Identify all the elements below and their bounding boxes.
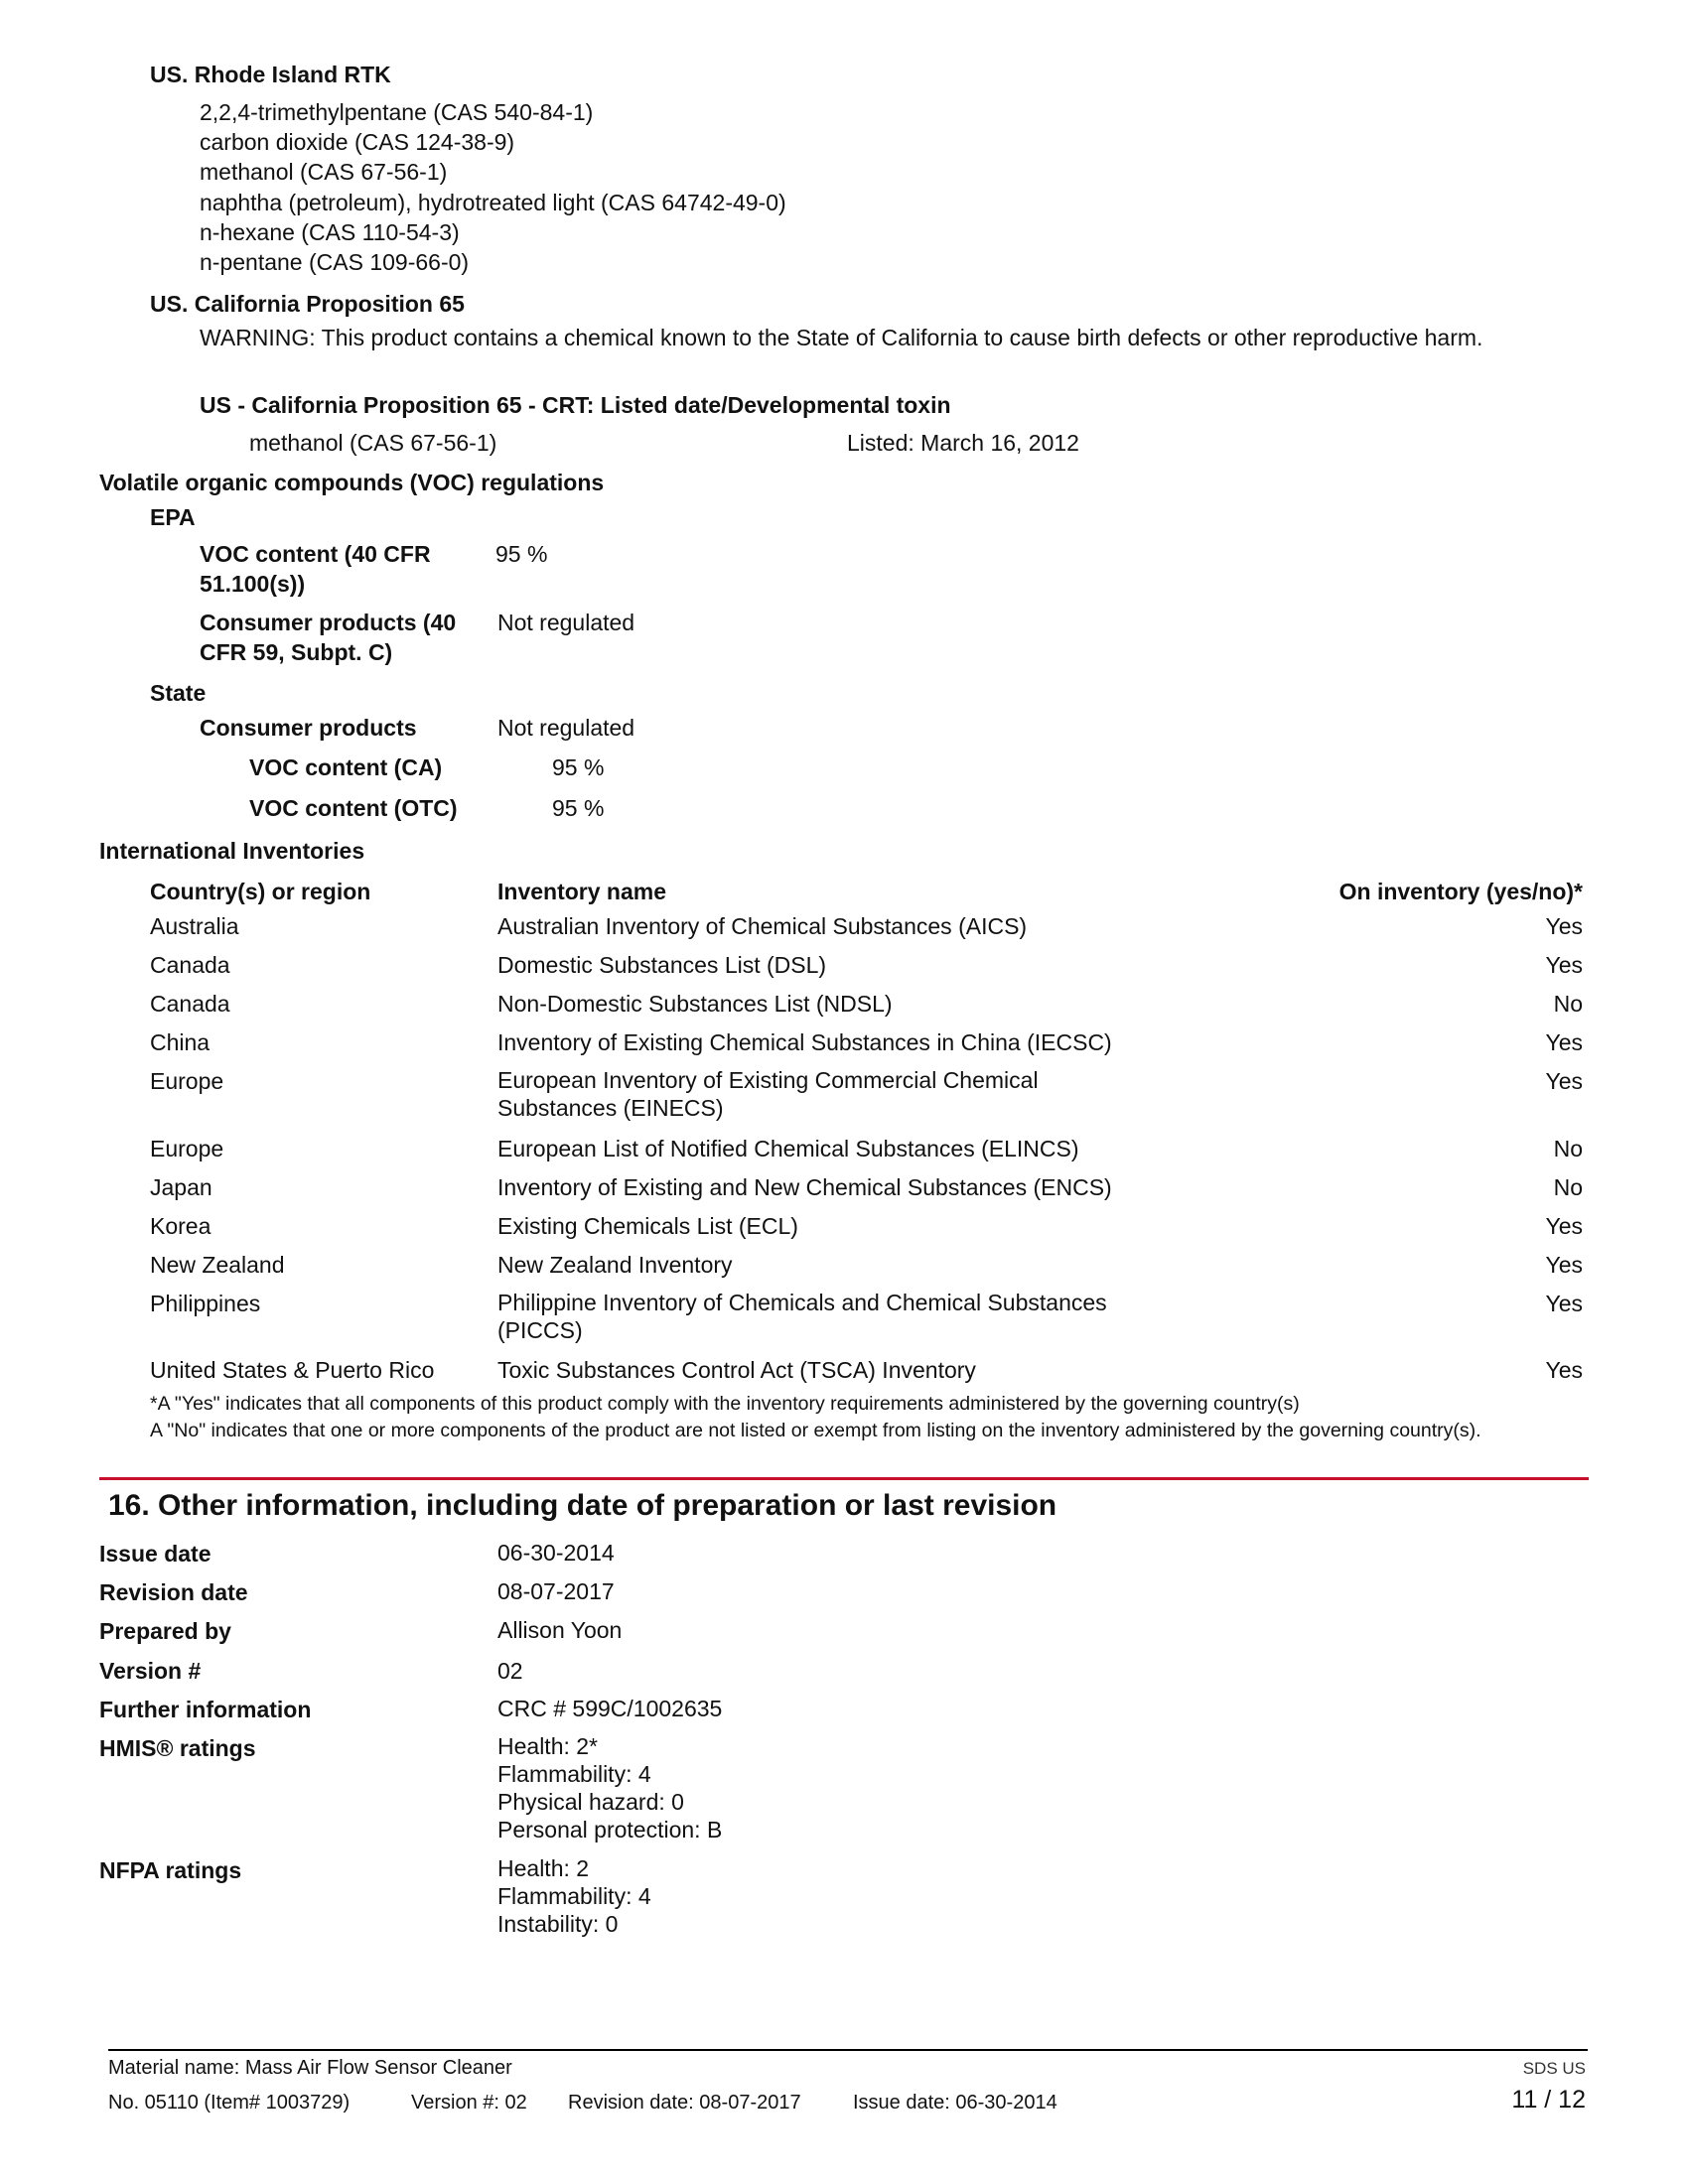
footer-divider (108, 2049, 1588, 2051)
nfpa-flammability: Flammability: 4 (497, 1883, 651, 1909)
issue-date-value: 06-30-2014 (497, 1540, 615, 1566)
footer-issue: Issue date: 06-30-2014 (853, 2092, 1057, 2114)
inventory-name: European List of Notified Chemical Substances (ELINCS) (497, 1136, 1079, 1161)
inventory-note-yes: *A "Yes" indicates that all components of this product comply with the inventory requirements administered by the governing country(s) (150, 1393, 1300, 1415)
inventory-name: Inventory of Existing Chemical Substances in China (IECSC) (497, 1029, 1112, 1055)
inventory-on: Yes (1545, 1213, 1583, 1239)
ca-crt-heading: US - California Proposition 65 - CRT: Listed date/Developmental toxin (200, 392, 951, 418)
voc-epa-consumer-value: Not regulated (497, 610, 635, 635)
footer-revision: Revision date: 08-07-2017 (568, 2092, 801, 2114)
ri-item: carbon dioxide (CAS 124-38-9) (200, 129, 515, 155)
ri-item: 2,2,4-trimethylpentane (CAS 540-84-1) (200, 99, 594, 125)
inventory-country: China (150, 1029, 211, 1055)
inventory-on: No (1553, 991, 1583, 1017)
section16-title: 16. Other information, including date of preparation or last revision (108, 1489, 1057, 1522)
inventory-country: Japan (150, 1174, 212, 1200)
nfpa-label: NFPA ratings (99, 1857, 242, 1883)
inventory-country: Europe (150, 1136, 224, 1161)
voc-epa-content-label: VOC content (40 CFR 51.100(s)) (200, 541, 431, 597)
section-divider (99, 1477, 1589, 1480)
voc-state-consumer-value: Not regulated (497, 715, 635, 741)
inventory-country: Europe (150, 1068, 224, 1094)
inventories-heading: International Inventories (99, 838, 365, 864)
prepared-by-value: Allison Yoon (497, 1617, 623, 1643)
voc-ca-label: VOC content (CA) (249, 754, 443, 780)
inventory-country: New Zealand (150, 1252, 285, 1278)
voc-epa-heading: EPA (150, 504, 196, 530)
inventory-country: Korea (150, 1213, 211, 1239)
voc-epa-content-value: 95 % (495, 541, 548, 567)
hmis-label: HMIS® ratings (99, 1735, 256, 1761)
hmis-physical: Physical hazard: 0 (497, 1789, 684, 1815)
voc-otc-value: 95 % (552, 795, 605, 821)
footer-material: Material name: Mass Air Flow Sensor Cleaner (108, 2057, 512, 2079)
revision-date-value: 08-07-2017 (497, 1578, 615, 1604)
ca-crt-chemical: methanol (CAS 67-56-1) (249, 430, 497, 456)
inventory-on: Yes (1545, 1068, 1583, 1094)
inventory-country: Australia (150, 913, 239, 939)
inventory-country: Canada (150, 991, 230, 1017)
inventory-on: No (1553, 1174, 1583, 1200)
ri-item: n-hexane (CAS 110-54-3) (200, 219, 460, 245)
voc-state-consumer-label: Consumer products (200, 715, 417, 741)
ca-warning: WARNING: This product contains a chemical known to the State of California to cause birth defects or other reproductive harm. (200, 325, 1483, 350)
inventory-country: United States & Puerto Rico (150, 1357, 435, 1383)
inventory-name: Inventory of Existing and New Chemical Substances (ENCS) (497, 1174, 1112, 1200)
voc-epa-consumer-label: Consumer products (40 CFR 59, Subpt. C) (200, 610, 457, 665)
inventory-name: Domestic Substances List (DSL) (497, 952, 827, 978)
version-label: Version # (99, 1658, 202, 1684)
inventory-name: Toxic Substances Control Act (TSCA) Inventory (497, 1357, 976, 1383)
further-info-label: Further information (99, 1697, 312, 1722)
ri-item: methanol (CAS 67-56-1) (200, 159, 448, 185)
inventory-on: Yes (1545, 952, 1583, 978)
voc-heading: Volatile organic compounds (VOC) regulations (99, 470, 605, 495)
revision-date-label: Revision date (99, 1579, 248, 1605)
hmis-health: Health: 2* (497, 1733, 599, 1759)
inventory-country: Canada (150, 952, 230, 978)
footer-number: No. 05110 (Item# 1003729) (108, 2092, 351, 2114)
inventory-name: Existing Chemicals List (ECL) (497, 1213, 798, 1239)
version-value: 02 (497, 1658, 523, 1684)
inventory-name: Australian Inventory of Chemical Substances (AICS) (497, 913, 1028, 939)
inventory-name: Philippine Inventory of Chemicals and Chemical Substances (PICCS) (497, 1290, 1107, 1343)
hmis-flammability: Flammability: 4 (497, 1761, 651, 1787)
inventory-name: Non-Domestic Substances List (NDSL) (497, 991, 893, 1017)
footer-page: 11 / 12 (1511, 2086, 1586, 2114)
inventory-on: Yes (1545, 1357, 1583, 1383)
nfpa-health: Health: 2 (497, 1855, 590, 1881)
inventory-name: European Inventory of Existing Commercial Chemical Substances (EINECS) (497, 1067, 1039, 1121)
ca-crt-listed: Listed: March 16, 2012 (847, 430, 1079, 456)
inventory-note-no: A "No" indicates that one or more components of the product are not listed or exempt from listing on the inventory administered by the governing country(s). (150, 1420, 1481, 1441)
inventory-on: No (1553, 1136, 1583, 1161)
col-country-header: Country(s) or region (150, 879, 371, 904)
inventory-on: Yes (1545, 1291, 1583, 1316)
hmis-protection: Personal protection: B (497, 1817, 723, 1843)
nfpa-instability: Instability: 0 (497, 1911, 619, 1937)
footer-sds: SDS US (1522, 2059, 1586, 2078)
ri-item: n-pentane (CAS 109-66-0) (200, 249, 470, 275)
inventory-country: Philippines (150, 1291, 261, 1316)
inventory-name: New Zealand Inventory (497, 1252, 733, 1278)
inventory-on: Yes (1545, 1252, 1583, 1278)
issue-date-label: Issue date (99, 1541, 211, 1567)
inventory-on: Yes (1545, 913, 1583, 939)
footer-version: Version #: 02 (411, 2092, 527, 2114)
col-name-header: Inventory name (497, 879, 666, 904)
ca-heading: US. California Proposition 65 (150, 291, 465, 317)
voc-state-heading: State (150, 680, 207, 706)
prepared-by-label: Prepared by (99, 1618, 231, 1644)
ri-heading: US. Rhode Island RTK (150, 62, 391, 87)
further-info-value: CRC # 599C/1002635 (497, 1696, 723, 1721)
col-on-header: On inventory (yes/no)* (1338, 879, 1583, 904)
voc-otc-label: VOC content (OTC) (249, 795, 458, 821)
inventory-on: Yes (1545, 1029, 1583, 1055)
ri-item: naphtha (petroleum), hydrotreated light (CAS 64742-49-0) (200, 190, 786, 215)
voc-ca-value: 95 % (552, 754, 605, 780)
